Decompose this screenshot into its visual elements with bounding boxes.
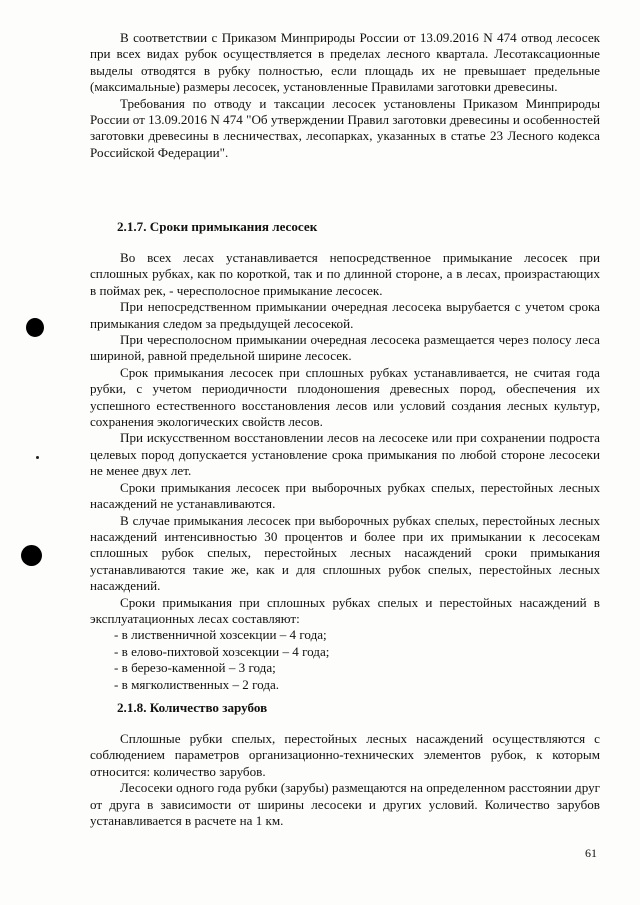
- paragraph: Во всех лесах устанавливается непосредственное примыкание лесосек при сплошных рубках, как по короткой, так и по длинной стороне, а в лесах, произрастающих в поймах рек, - чересполосное примыкание лесосек.: [90, 250, 600, 298]
- section-218-heading-block: [90, 700, 600, 716]
- paragraph: Срок примыкания лесосек при сплошных рубках устанавливается, не считая года рубки, с учетом периодичности плодоношения древесных пород, обеспечения их успешного естественного восстановления лесов или условий создания лесных культур, сохранения экологических свойств лесов.: [90, 364, 600, 430]
- paragraph: В соответствии с Приказом Минприроды России от 13.09.2016 N 474 отвод лесосек при всех видах рубок осуществляется в пределах лесного квартала. Лесотаксационные выделы отводятся в рубку полностью, если площадь их не превышает предельные (максимальные) размеры лесосек, установленные Правилами заготовки древесины.: [90, 30, 600, 95]
- paragraph: При чересполосном примыкании очередная лесосека размещается через полосу леса шириной, равной предельной ширине лесосек.: [90, 332, 600, 364]
- paragraph: Лесосеки одного года рубки (зарубы) размещаются на определенном расстоянии друг от друга в зависимости от ширины лесосеки и других условий. Количество зарубов устанавливается в расчете на 1 км.: [90, 780, 600, 829]
- section-heading: 2.1.7. Сроки примыкания лесосек: [117, 219, 318, 234]
- section-218-body: [90, 731, 600, 829]
- page-number: 61: [585, 846, 597, 860]
- term-list: [90, 627, 600, 693]
- paragraph: При искусственном восстановлении лесов на лесосеке или при сохранении подроста целевых пород допускается установление срока примыкания по любой стороне лесосеки не менее двух лет.: [90, 430, 600, 479]
- section-217-heading-block: [90, 219, 600, 235]
- punch-hole-mark: [26, 318, 44, 337]
- section-217-body: [90, 250, 600, 693]
- list-item: - в лиственничной хозсекции – 4 года;: [114, 627, 327, 643]
- intro-block: [90, 30, 600, 161]
- punch-hole-mark: [21, 545, 42, 566]
- paragraph: Сроки примыкания лесосек при выборочных рубках спелых, перестойных лесных насаждений не устанавливаются.: [90, 479, 600, 512]
- paragraph: В случае примыкания лесосек при выборочных рубках спелых, перестойных лесных насаждений интенсивностью 30 процентов и более при их примыкании к лесосекам сплошных рубок спелых, перестойных лесных насаждений сроки примыкания устанавливаются такие же, как и для сплошных рубок спелых, перестойных лесных насаждений.: [90, 512, 600, 594]
- scan-speck: [36, 456, 39, 459]
- list-item: - в мягколиственных – 2 года.: [114, 676, 280, 692]
- list-item: - в березо-каменной – 3 года;: [114, 660, 276, 676]
- section-heading: 2.1.8. Количество зарубов: [117, 700, 268, 715]
- paragraph: Сплошные рубки спелых, перестойных лесных насаждений осуществляются с соблюдением параметров организационно-технических элементов рубок, к которым относится: количество зарубов.: [90, 731, 600, 779]
- list-item: - в елово-пихтовой хозсекции – 4 года;: [114, 643, 330, 659]
- paragraph: Требования по отводу и таксации лесосек установлены Приказом Минприроды России от 13.09.2016 N 474 "Об утверждении Правил заготовки древесины и особенностей заготовки древесины в лесничествах, лесопарках, указанных в статье 23 Лесного кодекса Российской Федерации".: [90, 95, 600, 160]
- paragraph: При непосредственном примыкании очередная лесосека вырубается с учетом срока примыкания следом за предыдущей лесосекой.: [90, 299, 600, 331]
- paragraph: Сроки примыкания при сплошных рубках спелых и перестойных насаждений в эксплуатационных лесах составляют:: [90, 594, 600, 626]
